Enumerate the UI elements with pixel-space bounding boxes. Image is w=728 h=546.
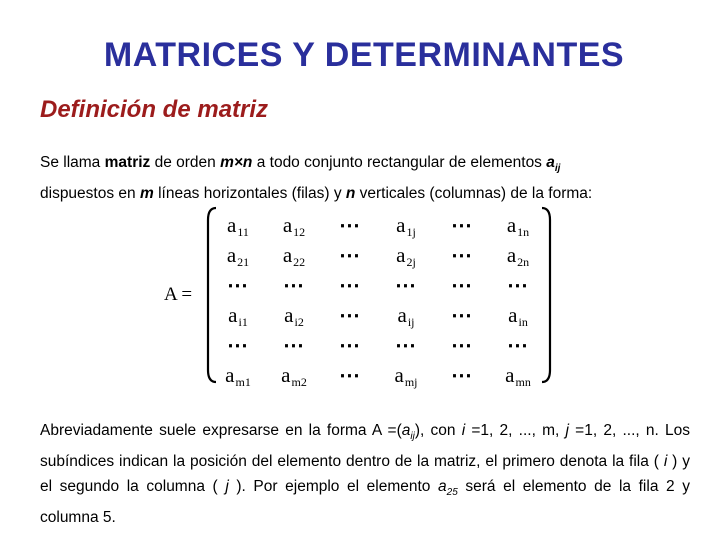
matrix-cell: $a_{2n}$ [506, 243, 530, 269]
matrix-cell: ⋯ [507, 273, 529, 297]
matrix-cell: ⋯ [451, 273, 473, 297]
matrix-cell: $a_{21}$ [226, 243, 250, 269]
matrix-cell: $a_{in}$ [508, 303, 528, 329]
matrix-cell: $a_{mj}$ [394, 363, 418, 389]
matrix-cell: $a_{i2}$ [284, 303, 304, 329]
matrix-cell: ⋯ [283, 273, 305, 297]
matrix-cell: $a_{11}$ [227, 213, 249, 239]
matrix-cell: ⋯ [339, 333, 361, 357]
matrix-cell: ⋯ [339, 303, 361, 327]
matrix-cell: ⋯ [507, 333, 529, 357]
matrix-cell: $a_{m1}$ [225, 363, 251, 389]
matrix-cell: ⋯ [339, 273, 361, 297]
matrix-cell: $a_{m2}$ [281, 363, 307, 389]
matrix-cell: ⋯ [283, 333, 305, 357]
matrix-cell: ⋯ [451, 243, 473, 267]
matrix-cell: $a_{2j}$ [396, 243, 416, 269]
matrix-cell: ⋯ [339, 363, 361, 387]
matrix-cell: ⋯ [395, 333, 417, 357]
matrix-cell: $a_{i1}$ [228, 303, 248, 329]
matrix-cell: ⋯ [395, 273, 417, 297]
matrix-cell: ⋯ [451, 303, 473, 327]
intro-paragraph: Se llama matriz de orden m×n a todo conjunto rectangular de elementos $a_{ij}$ dispuestos en m líneas horizontales (filas) y n verticales (columnas) de la forma: [40, 154, 593, 203]
matrix-cell: $a_{1j}$ [396, 213, 416, 239]
section-subtitle: Definición de matriz [40, 96, 269, 123]
matrix-lhs: A = [164, 284, 193, 305]
slide-title: MATRICES Y DETERMINANTES [103, 36, 625, 74]
matrix-cell: $a_{ij}$ [397, 303, 415, 329]
matrix-cell: ⋯ [339, 243, 361, 267]
matrix-cell: $a_{mn}$ [505, 363, 531, 389]
matrix-cell: ⋯ [227, 333, 249, 357]
matrix-cell: ⋯ [227, 273, 249, 297]
matrix-cell: ⋯ [451, 363, 473, 387]
matrix-cell: ⋯ [451, 213, 473, 237]
explanation-paragraph: Abreviadamente suele expresarse en la forma $A =(a_{ij})$, con i =1, 2, ..., m, j =1, 2, ..., n. Los subíndices indican la posición del elemento dentro de la matriz, el primero denota la fila ( i ) y el segundo la columna ( j ). Por ejemplo el elemento $a_{25}$ será el elemento de la fila 2 y columna 5. [40, 422, 690, 527]
matrix-cell: $a_{12}$ [282, 213, 306, 239]
matrix-cell: ⋯ [451, 333, 473, 357]
matrix-cell: ⋯ [339, 213, 361, 237]
matrix-cell: $a_{22}$ [282, 243, 306, 269]
matrix-cell: $a_{1n}$ [506, 213, 530, 239]
matrix-figure [150, 200, 570, 390]
